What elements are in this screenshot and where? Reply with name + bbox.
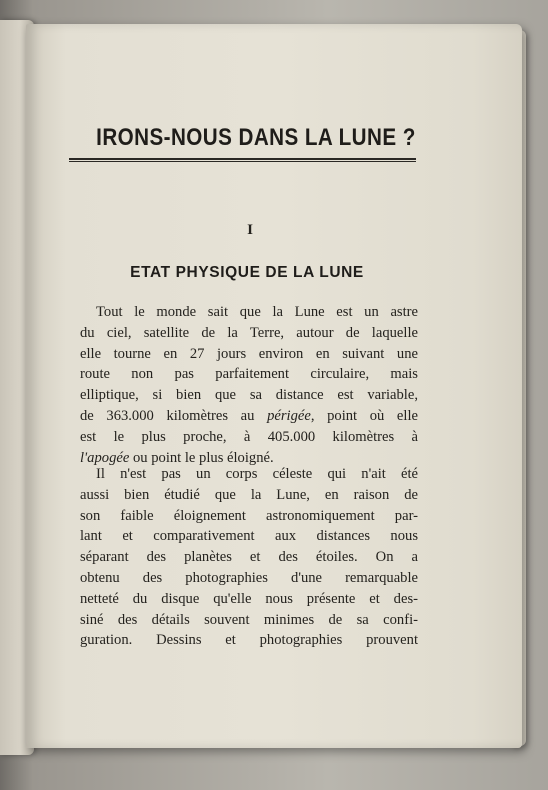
text-line: elliptique, si bien que sa distance est variable,	[80, 387, 418, 404]
text-line	[80, 406, 418, 427]
text-fragment: , point où elle	[310, 407, 418, 424]
text-line: lant et comparativement aux distances nous	[80, 528, 418, 545]
text-line: guration. Dessins et photographies prouvent	[80, 632, 418, 649]
italic-term-perigee: périgée	[267, 407, 311, 424]
text-line: du ciel, satellite de la Terre, autour de laquelle	[80, 324, 418, 341]
text-line: route non pas parfaitement circulaire, mais	[80, 366, 418, 383]
text-line: aussi bien étudié que la Lune, en raison de	[80, 486, 418, 503]
text-line: netteté du disque qu'elle nous présente et des-	[80, 590, 418, 607]
text-line: Il n'est pas un corps céleste qui n'ait été	[96, 466, 418, 482]
text-line: Tout le monde sait que la Lune est un astre	[96, 304, 418, 320]
text-fragment: ou point le plus éloigné.	[129, 449, 274, 466]
text-fragment: de 363.000 kilomètres au	[80, 407, 268, 424]
text-line: est le plus proche, à 405.000 kilomètres à	[80, 428, 418, 445]
title-rule	[69, 158, 416, 162]
chapter-title: IRONS-NOUS DANS LA LUNE ?	[96, 124, 416, 151]
section-heading: ETAT PHYSIQUE DE LA LUNE	[130, 264, 364, 281]
text-line: elle tourne en 27 jours environ en suivant une	[80, 345, 418, 362]
paragraph-2	[80, 464, 418, 651]
text-line: séparant des planètes et des étoiles. On a	[80, 549, 418, 566]
text-line: siné des détails souvent minimes de sa confi-	[80, 611, 418, 628]
text-line: son faible éloignement astronomiquement par-	[80, 507, 418, 524]
paragraph-1	[80, 302, 418, 468]
italic-term-apogee: l'apogée	[80, 449, 130, 466]
text-line: obtenu des photographies d'une remarquable	[80, 569, 418, 586]
section-number: I	[247, 222, 253, 238]
